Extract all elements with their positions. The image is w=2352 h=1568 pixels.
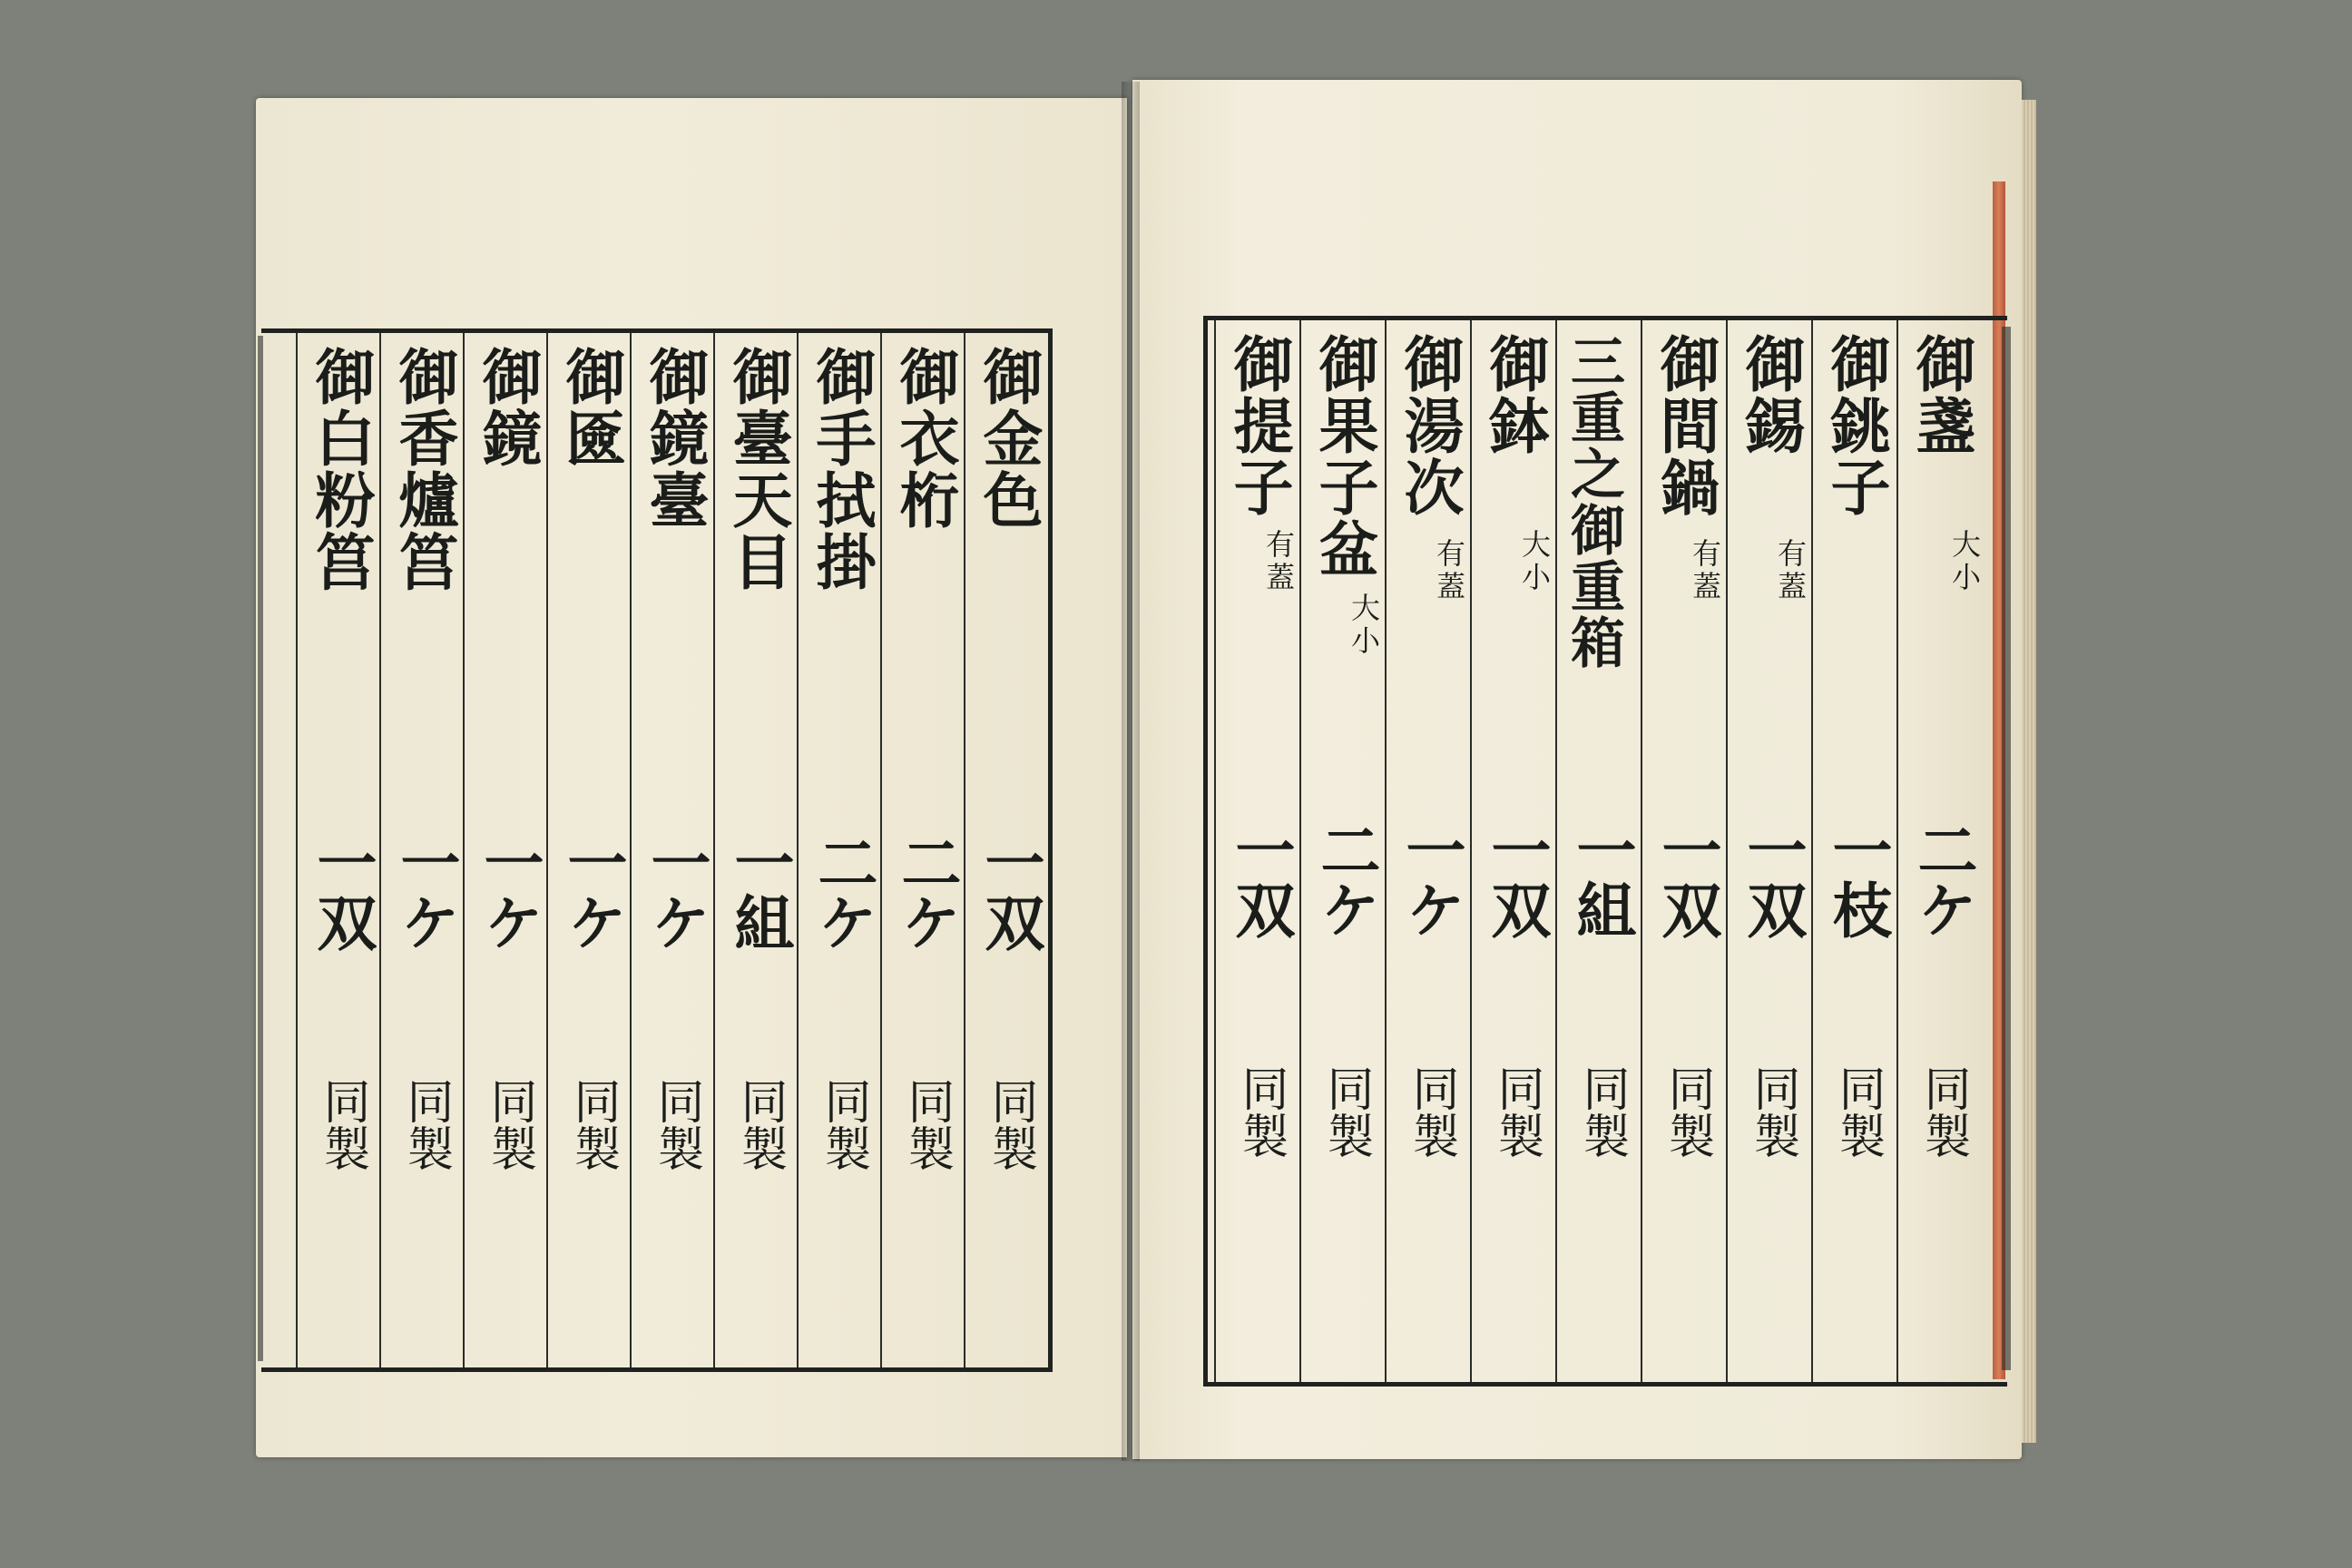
item-name: 御香爐筥	[388, 346, 459, 593]
right-column-6	[1470, 320, 1555, 1382]
item-name: 御鏡臺	[639, 346, 710, 531]
item-note: 大小	[1517, 529, 1552, 594]
item-name: 御臺天目	[722, 346, 793, 593]
item-name: 御提子	[1223, 333, 1294, 518]
item-name: 御鏡	[472, 346, 543, 469]
item-made: 同製	[1489, 1064, 1544, 1159]
item-name: 御湯次	[1394, 333, 1465, 518]
item-name: 御盞	[1906, 333, 1976, 456]
item-name: 御手拭掛	[806, 346, 877, 593]
item-made: 同製	[482, 1077, 536, 1171]
item-name: 御白粉筥	[305, 346, 376, 593]
item-made: 同製	[1830, 1064, 1885, 1159]
item-quantity: 一枝	[1822, 819, 1893, 939]
item-name: 三重之御重箱	[1562, 333, 1625, 671]
item-made: 同製	[983, 1077, 1037, 1171]
item-quantity: 二ケ	[808, 832, 878, 952]
item-made: 同製	[816, 1077, 870, 1171]
item-name: 御衣桁	[889, 346, 960, 531]
item-quantity: 二ケ	[891, 832, 962, 952]
item-made: 同製	[565, 1077, 620, 1171]
right-column-4	[1641, 320, 1726, 1382]
right-column-3	[1726, 320, 1811, 1382]
item-made: 同製	[1745, 1064, 1799, 1159]
item-quantity: 一ケ	[1396, 819, 1466, 939]
item-quantity: 一双	[307, 832, 377, 952]
right-column-1	[1896, 320, 1982, 1382]
right-column-2	[1811, 320, 1896, 1382]
item-name: 御錫	[1735, 333, 1806, 456]
left-column-6	[546, 333, 632, 1367]
item-quantity: 一ケ	[641, 832, 711, 952]
item-made: 同製	[1916, 1064, 1970, 1159]
book-gutter	[1122, 82, 1140, 1461]
right-column-5	[1555, 320, 1641, 1382]
item-quantity: 二ケ	[1310, 819, 1381, 939]
item-quantity: 二ケ	[1907, 819, 1978, 939]
item-quantity: 一ケ	[557, 832, 628, 952]
left-column-9	[296, 333, 381, 1367]
item-name: 御間鍋	[1650, 333, 1720, 518]
item-quantity: 一双	[1481, 819, 1552, 939]
item-quantity: 一ケ	[390, 832, 461, 952]
item-note: 有蓋	[1773, 538, 1808, 603]
item-made: 同製	[732, 1077, 787, 1171]
item-note: 大小	[1947, 529, 1982, 594]
item-note: 有蓋	[1432, 538, 1466, 603]
left-column-3	[797, 333, 882, 1367]
item-note: 有蓋	[1688, 538, 1722, 603]
item-quantity: 一双	[1225, 819, 1296, 939]
item-made: 同製	[1660, 1064, 1714, 1159]
left-column-4	[713, 333, 799, 1367]
item-made: 同製	[1318, 1064, 1373, 1159]
item-made: 同製	[649, 1077, 703, 1171]
item-name: 御金色	[973, 346, 1044, 531]
item-made: 同製	[1233, 1064, 1288, 1159]
item-quantity: 一組	[724, 832, 795, 952]
item-quantity: 一双	[1737, 819, 1808, 939]
item-quantity: 一双	[1651, 819, 1722, 939]
item-quantity: 一双	[975, 832, 1045, 952]
item-name: 御果子盆	[1308, 333, 1379, 580]
item-made: 同製	[1404, 1064, 1458, 1159]
item-made: 同製	[899, 1077, 954, 1171]
item-made: 同製	[1574, 1064, 1629, 1159]
item-made: 同製	[315, 1077, 369, 1171]
left-column-1	[964, 333, 1049, 1367]
item-name: 御銚子	[1820, 333, 1891, 518]
left-column-8	[379, 333, 465, 1367]
item-quantity: 一組	[1566, 819, 1637, 939]
left-column-2	[880, 333, 965, 1367]
item-quantity: 一ケ	[474, 832, 544, 952]
item-name: 御鉢	[1479, 333, 1550, 456]
right-column-7	[1385, 320, 1470, 1382]
item-name: 御匳	[555, 346, 626, 469]
left-column-7	[463, 333, 548, 1367]
page-stack-edge	[2022, 100, 2036, 1443]
left-column-5	[630, 333, 715, 1367]
item-note: 有蓋	[1261, 529, 1296, 594]
item-note: 大小	[1347, 593, 1381, 658]
right-column-9	[1214, 320, 1299, 1382]
right-column-8	[1299, 320, 1385, 1382]
item-made: 同製	[398, 1077, 453, 1171]
